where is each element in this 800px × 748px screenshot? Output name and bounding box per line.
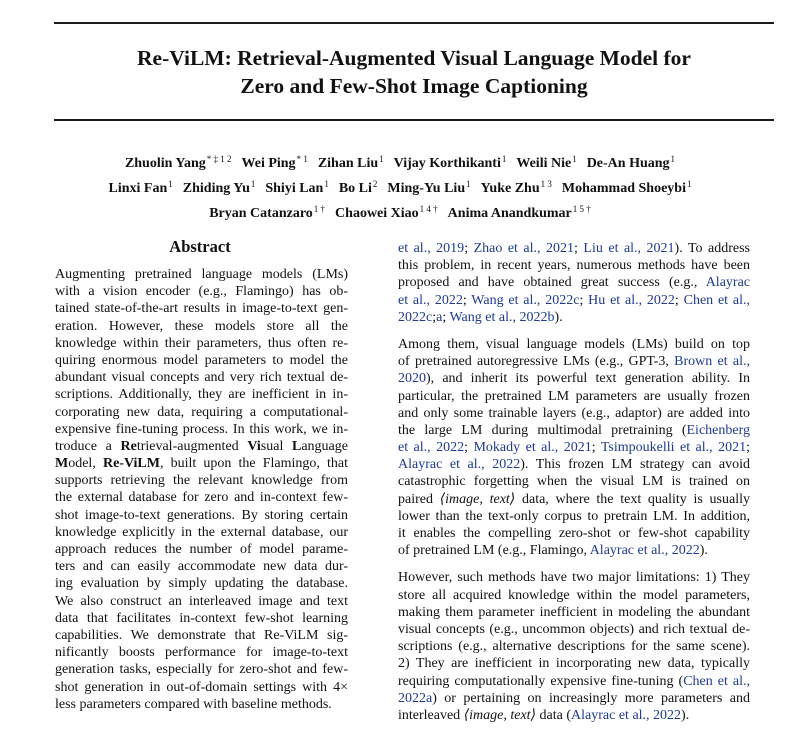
citation-link[interactable]: et al., 2019	[398, 241, 465, 256]
citation-link[interactable]: a	[436, 309, 443, 325]
text-line: store all acquired knowledge within the model parameters,	[398, 587, 750, 603]
affiliation-marker: 1	[168, 179, 173, 189]
text-line: of pretrained LM (e.g., Flamingo, Alayrac et al., 2022).	[398, 543, 708, 559]
abstract-line: Model, Re-ViLM, built upon the Flamingo, that	[55, 456, 349, 472]
abstract-line: Augmenting pretrained language models (LMs)	[55, 267, 348, 282]
citation-link[interactable]: Eichenberg	[686, 422, 750, 438]
author-name: Shiyi Lan$^1$	[265, 179, 329, 196]
abstract-line: nificantly boosts performance for image-to-text	[55, 645, 348, 661]
abstract-line: corporating new data, requiring a computational-	[55, 404, 348, 420]
citation-link[interactable]: 2020	[398, 371, 426, 387]
affiliation-marker: 1	[686, 179, 692, 189]
citation-link[interactable]: Zhao et al., 2021	[473, 241, 575, 256]
abstract-line: ters and can easily accommodate new data dur-	[55, 559, 348, 575]
author-name: Wei Ping$^{* 1}$	[241, 154, 308, 171]
affiliation-marker: 2	[372, 179, 378, 189]
abstract-line: with a vision encoder (e.g., Flamingo) has ob-	[55, 284, 348, 300]
affiliation-marker: 1 5 †	[572, 204, 591, 214]
citation-link[interactable]: Brown et al.,	[674, 354, 750, 370]
abstract-line: tained state-of-the-art results in image-to-text gen-	[55, 301, 348, 317]
affiliation-marker: 1	[670, 154, 676, 164]
paper-title	[54, 44, 774, 100]
text-line: 2020), and inherit its powerful text generation ability. In	[398, 371, 750, 387]
author-list	[40, 149, 760, 224]
citation-link[interactable]: Wang et al., 2022c	[471, 292, 580, 308]
abstract-line: data that facilitates in-context few-shot learning	[55, 610, 348, 626]
citation-link[interactable]: Wang et al., 2022b	[449, 309, 555, 325]
text-line: Among them, visual language models (LMs) build on top	[398, 336, 750, 352]
title-line-2: Zero and Few-Shot Image Captioning	[240, 74, 588, 98]
intro-column	[398, 240, 750, 724]
author-name: Bo Li$^2$	[338, 179, 378, 196]
abstract-line: shot image-to-text generations. By storing certain	[55, 507, 348, 523]
text-line: the large LM during multimodal pretraining (Eichenberg	[398, 422, 750, 438]
author-line	[40, 149, 760, 174]
text-line: scriptions (e.g., alternative descriptions for the same scene).	[398, 639, 750, 655]
citation-link[interactable]: Chen et al.,	[683, 292, 750, 308]
author-name: Chaowei Xiao$^{1 4 \dagger}$	[335, 204, 438, 221]
text-line: this problem, in recent years, numerous methods have been	[398, 258, 750, 274]
affiliation-marker: 1	[572, 154, 577, 164]
citation-link[interactable]: et al., 2022	[398, 292, 463, 308]
author-name: Zihan Liu$^1$	[317, 154, 384, 171]
abstract-line: generation tasks, especially for zero-shot and few-	[55, 662, 348, 678]
citation-link[interactable]: 2022a	[398, 690, 433, 706]
text-line: interleaved ⟨image, text⟩ data (Alayrac et al., 2022).	[398, 707, 690, 723]
citation-link[interactable]: 2022c	[398, 309, 433, 325]
citation-link[interactable]: Mokady et al., 2021	[473, 440, 592, 456]
citation-link[interactable]: Alayrac	[705, 275, 750, 291]
affiliation-marker: 1	[466, 179, 471, 189]
author-name: Anima Anandkumar$^{1 5 \dagger}$	[447, 204, 591, 221]
affiliation-marker: * ‡ 1 2	[206, 154, 232, 164]
citation-link[interactable]: Chen et al.,	[683, 673, 750, 689]
abstract-line: eration. However, these models store all the	[55, 318, 348, 334]
text-line: lower than the text-only corpus to pretrain LM. In addition,	[398, 508, 750, 524]
affiliation-marker: 1 4 †	[419, 204, 438, 214]
text-line: requiring computationally expensive fine-tuning (Chen et al.,	[398, 673, 750, 689]
citation-link[interactable]: Alayrac et al., 2022	[398, 457, 521, 473]
abstract-line: less parameters compared with baseline methods.	[55, 696, 332, 712]
author-name: Yuke Zhu$^{1 3}$	[480, 179, 552, 196]
abstract-line: quiring enormous model parameters to model the	[55, 352, 348, 368]
affiliation-marker: 1	[501, 154, 507, 164]
author-line	[40, 174, 760, 199]
affiliation-marker: 1 †	[313, 204, 326, 214]
author-name: Zhiding Yu$^1$	[182, 179, 256, 196]
abstract-heading: Abstract	[169, 237, 231, 256]
citation-link[interactable]: Tsimpoukelli et al., 2021	[600, 440, 747, 456]
citation-link[interactable]: Liu et al., 2021	[583, 241, 675, 256]
text-line: particular, the pretrained LM parameters are usually frozen	[398, 388, 750, 404]
abstract-line: supports retrieving the relevant knowledge from	[55, 473, 348, 489]
citation-link[interactable]: Alayrac et al., 2022	[571, 707, 682, 723]
top-rule	[54, 22, 774, 24]
author-name: Linxi Fan$^1$	[108, 179, 173, 196]
text-line: 2022a) or pertaining on increasingly more parameters and	[398, 690, 750, 706]
text-line: et al., 2022; Wang et al., 2022c; Hu et al., 2022; Chen et al.,	[398, 292, 750, 308]
bottom-rule	[54, 119, 774, 121]
author-name: Mohammad Shoeybi$^1$	[561, 179, 692, 196]
text-line: et al., 2019; Zhao et al., 2021; Liu et al., 2021). To address	[398, 241, 750, 256]
abstract-body	[55, 266, 348, 713]
affiliation-marker: * 1	[296, 154, 308, 164]
affiliation-marker: 1	[379, 154, 384, 164]
citation-link[interactable]: et al., 2022	[398, 440, 465, 456]
title-line-1: Re-ViLM: Retrieval-Augmented Visual Language Model for	[137, 46, 691, 70]
author-name: Zhuolin Yang$^{* \ddagger 1 2}$	[124, 154, 232, 171]
affiliation-marker: 1	[250, 179, 256, 189]
abstract-line: capabilities. We demonstrate that Re-ViLM sig-	[55, 627, 348, 643]
author-name: Bryan Catanzaro$^{1 \dagger}$	[209, 204, 326, 221]
abstract-line: shot generation in out-of-domain settings with 4×	[55, 679, 348, 695]
author-name: Weili Nie$^1$	[516, 154, 577, 171]
abstract-line: approach reduces the number of model parame-	[55, 542, 348, 557]
abstract-line: expensive fine-tuning process. In this work, we in-	[55, 421, 348, 437]
text-line: et al., 2022; Mokady et al., 2021; Tsimpoukelli et al., 2021;	[398, 440, 750, 456]
affiliation-marker: 1 3	[540, 179, 552, 189]
text-line: of pretrained autoregressive LMs (e.g., GPT-3, Brown et al.,	[398, 354, 750, 370]
text-line: visual concepts (e.g., uncommon objects) and rich textual de-	[398, 621, 750, 637]
abstract-line: troduce a Retrieval-augmented Visual Language	[55, 438, 348, 454]
abstract-line: knowledge within their parameters, thus often re-	[55, 335, 348, 351]
abstract-line: knowledge explicitly in the external database, our	[55, 524, 348, 540]
text-line: However, such methods have two major limitations: 1) They	[398, 570, 750, 586]
affiliation-marker: 1	[324, 179, 329, 189]
author-name: Vijay Korthikanti$^1$	[393, 154, 507, 171]
abstract-line: We also construct an interleaved image and text	[55, 593, 348, 609]
text-line: catastrophic forgetting when the visual LM is trained on	[398, 474, 750, 490]
abstract-line: ing evaluation by simply updating the database.	[55, 576, 348, 592]
abstract-line: scriptions. Additionally, they are inefficient in in-	[55, 387, 348, 403]
text-line: paired ⟨image, text⟩ data, where the text quality is usually	[398, 491, 751, 507]
author-line	[40, 199, 760, 224]
author-name: De-An Huang$^1$	[586, 154, 676, 171]
citation-link[interactable]: Alayrac et al., 2022	[589, 543, 700, 559]
text-line: proposed and have obtained great success (e.g., Alayrac	[398, 275, 750, 291]
text-line: Alayrac et al., 2022). This frozen LM strategy can avoid	[398, 457, 751, 473]
abstract-line: the external database for zero and in-context few-	[55, 490, 348, 506]
text-line: 2022c;a; Wang et al., 2022b).	[398, 309, 563, 325]
text-line: and only some trainable layers (e.g., adaptor) are added into	[398, 405, 750, 421]
text-line: 2) They are inefficient in incorporating new data, typically	[398, 656, 750, 672]
text-line: making them parameter inefficient in modeling the abundant	[398, 604, 750, 620]
citation-link[interactable]: Hu et al., 2022	[588, 292, 675, 308]
text-line: it enables the compelling zero-shot or few-shot capability	[398, 526, 750, 541]
author-name: Ming-Yu Liu$^1$	[387, 179, 471, 196]
abstract-line: abundant visual concepts and very rich textual de-	[55, 370, 348, 386]
